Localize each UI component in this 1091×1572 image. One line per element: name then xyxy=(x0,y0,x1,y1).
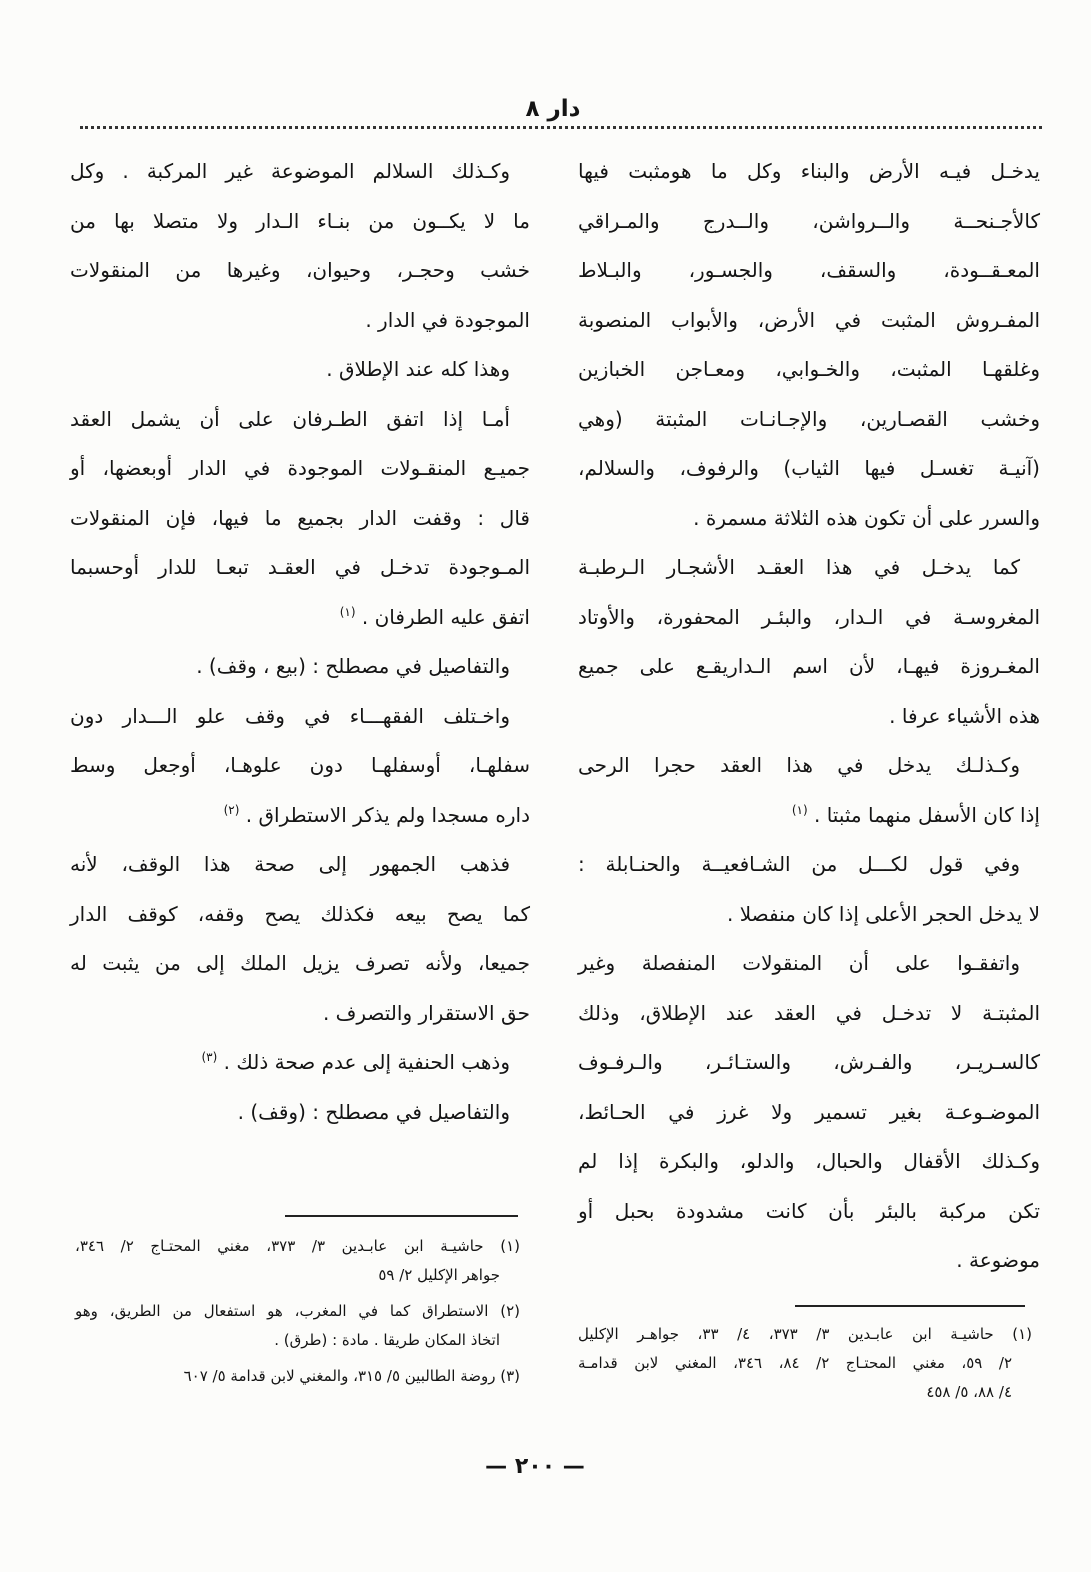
body-line: جميـع المنقـولات الموجودة في الدار أوبعضها، أو xyxy=(70,456,530,480)
body-line xyxy=(70,593,530,643)
body-line: المثبتـة لا تدخـل في العقد عند الإطلاق، وذلك xyxy=(578,1000,1040,1025)
footnote-ref: (٣) xyxy=(201,1050,218,1064)
body-line xyxy=(70,1038,530,1088)
footnote-ref: (٢) xyxy=(223,802,240,817)
body-line: واتفقـوا على أن المنقولات المنفصلة وغير xyxy=(578,951,1020,975)
body-line: وكـذلك السلالم الموضوعة غير المركبة . وكل xyxy=(70,159,510,183)
body-line: أمـا إذا اتفق الطـرفان على أن يشمل العقد xyxy=(70,406,510,431)
body-line-text: إذا كان الأسفل منهما مثبتا . xyxy=(814,802,1040,827)
footnote-line: ٤/ ٨٨، ٥/ ٤٥٨ xyxy=(926,1383,1012,1401)
right-column xyxy=(578,147,1040,1286)
body-line: المعـقــودة، والسقف، والجسـور، والبـلاط xyxy=(578,258,1040,282)
right-footnotes xyxy=(578,1320,1032,1407)
body-line: قال : وقفت الدار بجميع ما فيها، فإن المنقولات xyxy=(70,505,530,530)
left-column xyxy=(70,147,530,1137)
running-head: دار ٨ xyxy=(525,96,581,122)
body-line: وغلقهـا المثبت، والخـوابي، ومعـاجن الخبازين xyxy=(578,357,1040,381)
footnote-separator xyxy=(795,1305,1025,1307)
body-line: المغروسـة في الـدار، والبئـر المحفورة، والأوتاد xyxy=(578,604,1040,629)
body-line: يدخـل فيـه الأرض والبناء وكل ما هومثبت فيها xyxy=(578,159,1040,183)
body-line-text: اتفق عليه الطرفان . xyxy=(361,604,530,629)
footnote-separator xyxy=(285,1215,518,1217)
body-line: والسرر على أن تكون هذه الثلاثة مسمرة . xyxy=(693,505,1040,530)
body-line: المـوجودة تدخـل في العقـد تبعـا للدار أوحسبما xyxy=(70,555,530,579)
body-line: حق الاستقرار والتصرف . xyxy=(322,1000,530,1025)
body-line: وهذا كله عند الإطلاق . xyxy=(326,357,510,381)
body-line: الموجودة في الدار . xyxy=(365,307,530,332)
body-line: كالسـريـر، والفـرش، والستـائـر، والـرفـوف xyxy=(578,1050,1040,1074)
footnote-line: (٣) روضة الطالبين ٥/ ٣١٥، والمغني لابن قدامة ٥/ ٦٠٧ xyxy=(183,1367,520,1385)
body-line: كما يدخـل في هذا العقـد الأشجـار الـرطبـة xyxy=(578,555,1020,579)
body-line: فذهب الجمهور إلى صحة هذا الوقف، لأنه xyxy=(70,852,510,876)
body-line: جميعا، ولأنه تصرف يزيل الملك إلى من يثبت له xyxy=(70,951,530,975)
body-line: المغـروزة فيهـا، لأن اسم الـداريقـع على جميع xyxy=(578,654,1040,678)
body-line: وخشب القصـارين، والإجـانـات المثبتة (وهي xyxy=(578,406,1040,431)
body-line: وفي قول لكـــل من الشـافعيــة والحنـابلة : xyxy=(578,852,1020,876)
footnote-ref: (١) xyxy=(791,802,808,817)
body-line: كالأجـنحــة والــرواشن، والــدرج والمـراقي xyxy=(578,208,1040,233)
body-line: سفلهـا، أوسفلهـا دون علوهـا، أوجعل وسط xyxy=(70,753,530,777)
body-line: (آنيـة تغسـل فيها الثياب) والرفوف، والسلالم، xyxy=(578,456,1040,480)
body-line: تكن مركبة بالبئر بأن كانت مشدودة بحبل أو xyxy=(578,1198,1040,1223)
body-line: واخـتلف الفقهـــاء في وقف علو الـــدار دون xyxy=(70,703,510,728)
body-line xyxy=(578,791,1040,841)
footnote-line: (٢) الاستطراق كما في المغرب، هو استفعال من الطريق، وهو xyxy=(75,1302,520,1320)
body-line xyxy=(70,791,530,841)
footnote-line: (١) حاشيـة ابن عابـدين ٣/ ٣٧٣، مغني المحتـاج ٢/ ٣٤٦، xyxy=(75,1237,520,1255)
body-line: هذه الأشياء عرفا . xyxy=(889,703,1040,728)
body-line: الموضـوعـة بغير تسمير ولا غرز في الحـائط، xyxy=(578,1099,1040,1124)
page-number: — ٢٠٠ — xyxy=(485,1454,585,1479)
body-line: وكـذلـك يدخل في هذا العقد حجرا الرحى xyxy=(578,753,1020,777)
footnote-line: اتخاذ المكان طريقا . مادة : (طرق) . xyxy=(274,1331,500,1349)
body-line: والتفاصيل في مصطلح : (بيع ، وقف) . xyxy=(196,654,510,678)
header-dotted-rule xyxy=(80,126,1042,129)
body-line-text: وذهب الحنفية إلى عدم صحة ذلك . xyxy=(223,1050,510,1074)
body-line: لا يدخل الحجر الأعلى إذا كان منفصلا . xyxy=(727,901,1040,926)
body-line: ما لا يكــون من بنـاء الـدار ولا متصلا بها من xyxy=(70,208,530,233)
body-line: موضوعة . xyxy=(956,1248,1040,1272)
left-footnotes xyxy=(75,1232,520,1391)
body-line: خشب وحجـر، وحيوان، وغيرها من المنقولات xyxy=(70,258,530,282)
footnote-line: ٢/ ٥٩، مغني المحتـاج ٢/ ٨٤، ٣٤٦، المغني لابن قدامـة xyxy=(578,1354,1013,1372)
body-line: المفـروش المثبت في الأرض، والأبواب المنصوبة xyxy=(578,307,1040,332)
footnote-line: جواهر الإكليل ٢/ ٥٩ xyxy=(378,1266,500,1284)
body-line-text: داره مسجدا ولم يذكر الاستطراق . xyxy=(245,802,530,827)
footnote-ref: (١) xyxy=(339,604,356,619)
body-line: كما يصح بيعه فكذلك يصح وقفه، كوقف الدار xyxy=(70,901,530,926)
body-line: والتفاصيل في مصطلح : (وقف) . xyxy=(237,1099,510,1124)
body-line: وكـذلك الأقفال والحبال، والدلو، والبكرة إذا لم xyxy=(578,1149,1040,1173)
footnote-line: (١) حاشيـة ابن عابـدين ٣/ ٣٧٣، ٤/ ٣٣، جواهـر الإكليل xyxy=(578,1325,1032,1343)
